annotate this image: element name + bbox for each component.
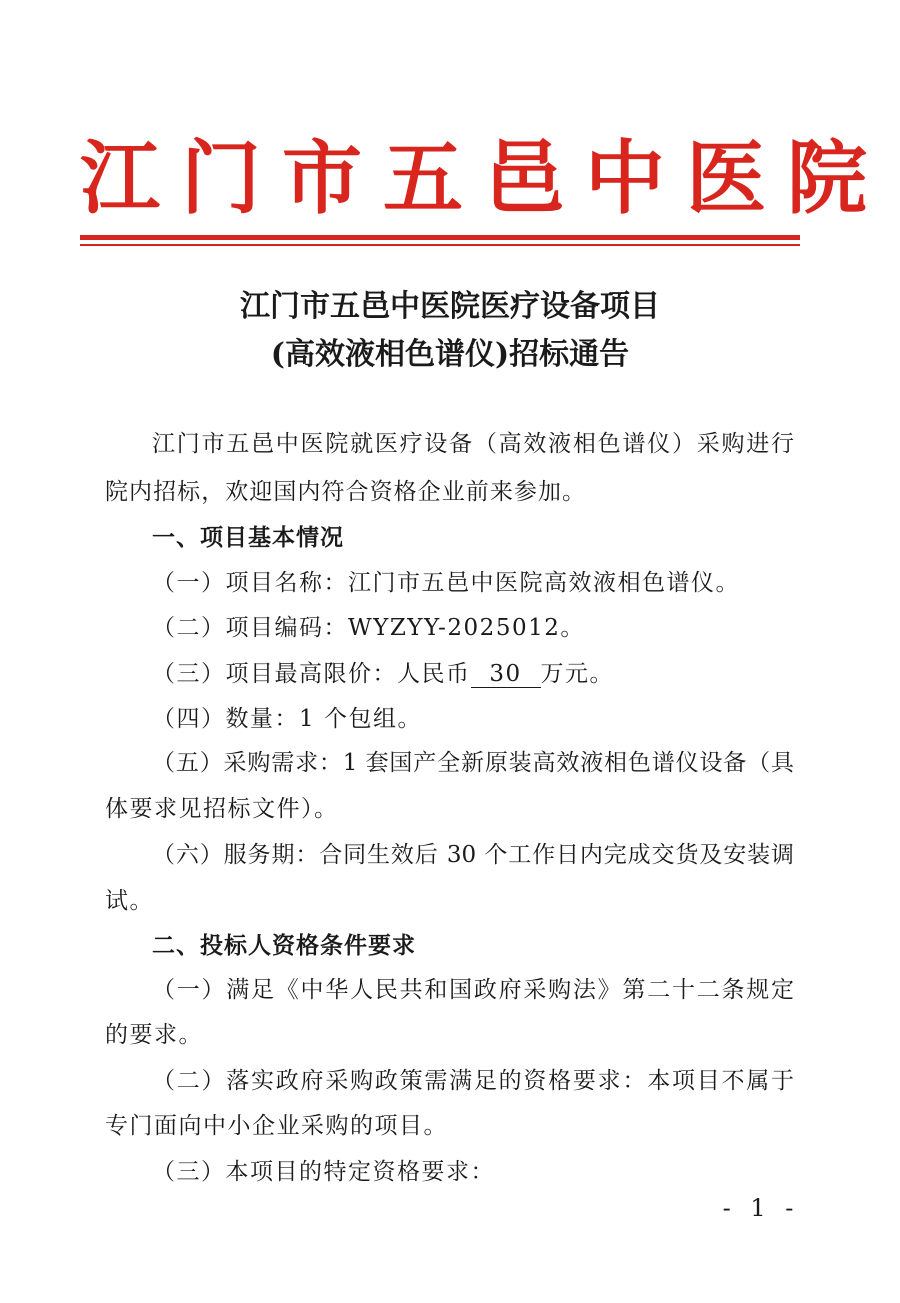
document-title — [80, 283, 820, 379]
intro-paragraph-line-2: 院内招标，欢迎国内符合资格企业前来参加。 — [105, 479, 585, 505]
max-price-value: 30 — [471, 661, 541, 688]
requirement-2-line-1: （二）落实政府采购政策需满足的资格要求：本项目不属于 — [152, 1068, 794, 1094]
document-title-line-1: 江门市五邑中医院医疗设备项目 — [240, 289, 660, 324]
hospital-letterhead: 江门市五邑中医院 — [80, 131, 888, 225]
project-code-item: （二）项目编码：WYZYY-2025012。 — [152, 615, 585, 641]
intro-paragraph-line-1: 江门市五邑中医院就医疗设备（高效液相色谱仪）采购进行 — [152, 431, 794, 457]
service-period-line-2: 试。 — [105, 888, 154, 914]
document-title-line-2: (高效液相色谱仪)招标通告 — [270, 337, 630, 372]
requirement-3-item: （三）本项目的特定资格要求： — [152, 1159, 495, 1185]
letterhead-rule-thin — [80, 244, 800, 246]
section-2-heading: 二、投标人资格条件要求 — [152, 933, 416, 959]
project-max-price-item — [152, 657, 852, 691]
requirement-1-line-1: （一）满足《中华人民共和国政府采购法》第二十二条规定 — [152, 977, 794, 1003]
letterhead-rule-thick — [80, 235, 800, 240]
project-name-item: （一）项目名称：江门市五邑中医院高效液相色谱仪。 — [152, 570, 740, 596]
requirement-2-line-2: 专门面向中小企业采购的项目。 — [105, 1113, 448, 1139]
max-price-unit: 万元。 — [540, 661, 614, 687]
quantity-item: （四）数量：1 个包组。 — [152, 706, 422, 732]
section-1-heading: 一、项目基本情况 — [152, 525, 344, 551]
service-period-line-1: （六）服务期：合同生效后 30 个工作日内完成交货及安装调 — [152, 842, 794, 868]
procurement-need-line-1: （五）采购需求：1 套国产全新原装高效液相色谱仪设备（具 — [152, 750, 794, 776]
max-price-label: （三）项目最高限价：人民币 — [152, 661, 471, 687]
procurement-need-line-2: 体要求见招标文件）。 — [105, 796, 339, 822]
requirement-1-line-2: 的要求。 — [105, 1022, 203, 1048]
page-number: - 1 - — [722, 1194, 800, 1222]
